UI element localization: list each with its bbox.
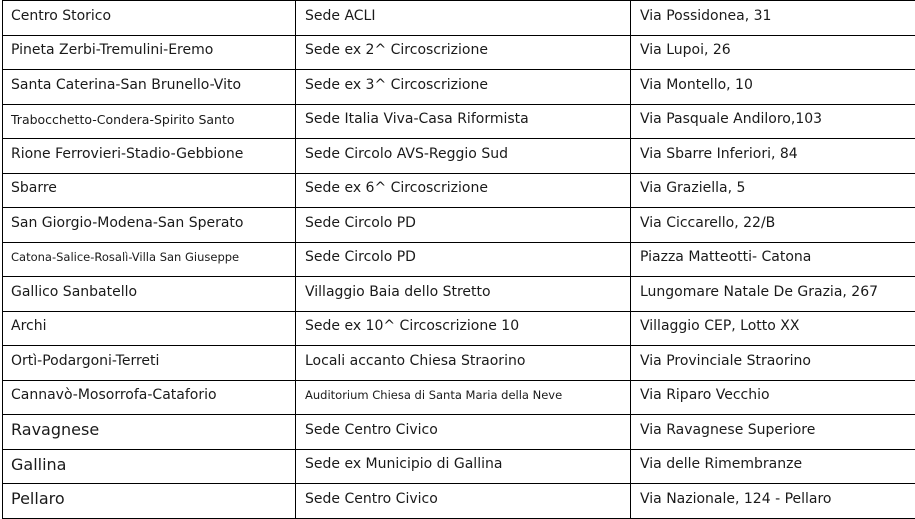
site-cell: Auditorium Chiesa di Santa Maria della Neve xyxy=(296,380,631,415)
table-row xyxy=(3,311,915,346)
address-cell: Via Lupoi, 26 xyxy=(631,35,915,70)
site-cell: Sede ex 10^ Circoscrizione 10 xyxy=(296,311,631,346)
site-cell: Sede ex 2^ Circoscrizione xyxy=(296,35,631,70)
address-cell: Via Provinciale Straorino xyxy=(631,346,915,381)
table-row xyxy=(3,70,915,105)
address-cell: Via Graziella, 5 xyxy=(631,173,915,208)
zone-cell: Santa Caterina-San Brunello-Vito xyxy=(3,70,296,105)
address-cell: Via delle Rimembranze xyxy=(631,449,915,484)
address-cell: Via Montello, 10 xyxy=(631,70,915,105)
zone-cell: Pineta Zerbi-Tremulini-Eremo xyxy=(3,35,296,70)
site-cell: Villaggio Baia dello Stretto xyxy=(296,277,631,312)
locations-table xyxy=(2,0,915,519)
address-cell: Piazza Matteotti- Catona xyxy=(631,242,915,277)
table-row xyxy=(3,208,915,243)
site-cell: Sede Circolo PD xyxy=(296,242,631,277)
zone-cell: Sbarre xyxy=(3,173,296,208)
zone-cell: Cannavò-Mosorrofa-Cataforio xyxy=(3,380,296,415)
table-row xyxy=(3,35,915,70)
site-cell: Sede Italia Viva-Casa Riformista xyxy=(296,104,631,139)
site-cell: Sede Centro Civico xyxy=(296,484,631,519)
zone-cell: Pellaro xyxy=(3,484,296,519)
zone-cell: Ravagnese xyxy=(3,415,296,450)
table-row xyxy=(3,139,915,174)
address-cell: Via Nazionale, 124 - Pellaro xyxy=(631,484,915,519)
site-cell: Sede Centro Civico xyxy=(296,415,631,450)
address-cell: Lungomare Natale De Grazia, 267 xyxy=(631,277,915,312)
table-row xyxy=(3,449,915,484)
zone-cell: Gallina xyxy=(3,449,296,484)
address-cell: Villaggio CEP, Lotto XX xyxy=(631,311,915,346)
table-row xyxy=(3,484,915,519)
address-cell: Via Riparo Vecchio xyxy=(631,380,915,415)
table-row xyxy=(3,242,915,277)
zone-cell: Catona-Salice-Rosalì-Villa San Giuseppe xyxy=(3,242,296,277)
table-row xyxy=(3,173,915,208)
table-row xyxy=(3,1,915,36)
site-cell: Locali accanto Chiesa Straorino xyxy=(296,346,631,381)
site-cell: Sede ex Municipio di Gallina xyxy=(296,449,631,484)
table-row xyxy=(3,415,915,450)
table-row xyxy=(3,104,915,139)
site-cell: Sede Circolo PD xyxy=(296,208,631,243)
site-cell: Sede ex 6^ Circoscrizione xyxy=(296,173,631,208)
address-cell: Via Ciccarello, 22/B xyxy=(631,208,915,243)
zone-cell: Archi xyxy=(3,311,296,346)
table-row xyxy=(3,277,915,312)
zone-cell: San Giorgio-Modena-San Sperato xyxy=(3,208,296,243)
table-row xyxy=(3,346,915,381)
table-row xyxy=(3,380,915,415)
zone-cell: Centro Storico xyxy=(3,1,296,36)
address-cell: Via Sbarre Inferiori, 84 xyxy=(631,139,915,174)
site-cell: Sede Circolo AVS-Reggio Sud xyxy=(296,139,631,174)
address-cell: Via Possidonea, 31 xyxy=(631,1,915,36)
site-cell: Sede ACLI xyxy=(296,1,631,36)
address-cell: Via Pasquale Andiloro,103 xyxy=(631,104,915,139)
zone-cell: Ortì-Podargoni-Terreti xyxy=(3,346,296,381)
zone-cell: Gallico Sanbatello xyxy=(3,277,296,312)
site-cell: Sede ex 3^ Circoscrizione xyxy=(296,70,631,105)
zone-cell: Rione Ferrovieri-Stadio-Gebbione xyxy=(3,139,296,174)
zone-cell: Trabocchetto-Condera-Spirito Santo xyxy=(3,104,296,139)
address-cell: Via Ravagnese Superiore xyxy=(631,415,915,450)
